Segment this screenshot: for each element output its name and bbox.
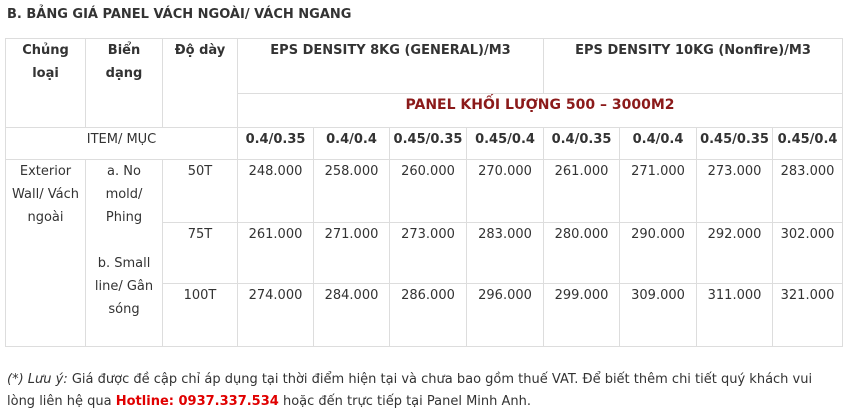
subheader-cell: 0.45/0.35 [390,128,467,160]
header-group-eps-10kg: EPS DENSITY 10KG (Nonfire)/M3 [544,39,843,94]
price-cell: 280.000 [544,223,620,284]
price-table [5,38,843,347]
subheader-cell: 0.4/0.4 [620,128,697,160]
price-cell: 321.000 [773,284,843,347]
note-paragraph [7,369,843,413]
table-row [6,160,843,223]
price-cell: 283.000 [467,223,544,284]
subheader-cell: 0.45/0.4 [467,128,544,160]
price-cell: 271.000 [314,223,390,284]
price-cell: 299.000 [544,284,620,347]
subheader-cell: 0.4/0.4 [314,128,390,160]
price-cell: 271.000 [620,160,697,223]
note-suffix: hoặc đến trực tiếp tại Panel Minh Anh. [282,394,532,409]
header-type: Chủng loại [6,39,86,128]
thickness-cell: 75T [163,223,238,284]
price-cell: 260.000 [390,160,467,223]
price-cell: 261.000 [544,160,620,223]
subheader-cell: 0.45/0.4 [773,128,843,160]
price-cell: 290.000 [620,223,697,284]
section-heading: B. BẢNG GIÁ PANEL VÁCH NGOÀI/ VÁCH NGANG [7,7,352,22]
header-thickness: Độ dày [163,39,238,128]
price-cell: 309.000 [620,284,697,347]
price-cell: 273.000 [697,160,773,223]
header-row [6,39,843,94]
price-cell: 261.000 [238,223,314,284]
price-cell: 286.000 [390,284,467,347]
price-cell: 283.000 [773,160,843,223]
price-cell: 311.000 [697,284,773,347]
note-text: Giá được đề cập chỉ áp dụng tại thời điểm hiện tại và chưa bao gồm thuế VAT. Để biết thêm chi tiết quý khách vui lòng liên hệ qua [7,372,813,409]
profile-cell: a. No mold/ Phing b. Small line/ Gân sóng [86,160,163,347]
price-cell: 292.000 [697,223,773,284]
thickness-cell: 100T [163,284,238,347]
subheader-row [6,128,843,160]
header-profile: Biển dạng [86,39,163,128]
price-cell: 258.000 [314,160,390,223]
price-cell: 270.000 [467,160,544,223]
section-title: PANEL KHỐI LƯỢNG 500 – 3000M2 [238,94,843,128]
subheader-cell: 0.4/0.35 [238,128,314,160]
price-cell: 273.000 [390,223,467,284]
type-cell: Exterior Wall/ Vách ngoài [6,160,86,347]
note-prefix: (*) Lưu ý: [7,372,68,387]
price-cell: 274.000 [238,284,314,347]
thickness-cell: 50T [163,160,238,223]
hotline-text: Hotline: 0937.337.534 [115,394,279,409]
price-cell: 296.000 [467,284,544,347]
price-cell: 302.000 [773,223,843,284]
subheader-cell: 0.4/0.35 [544,128,620,160]
subheader-cell: 0.45/0.35 [697,128,773,160]
price-cell: 248.000 [238,160,314,223]
item-label: ITEM/ MỤC [6,128,238,160]
price-cell: 284.000 [314,284,390,347]
header-group-eps-8kg: EPS DENSITY 8KG (GENERAL)/M3 [238,39,544,94]
